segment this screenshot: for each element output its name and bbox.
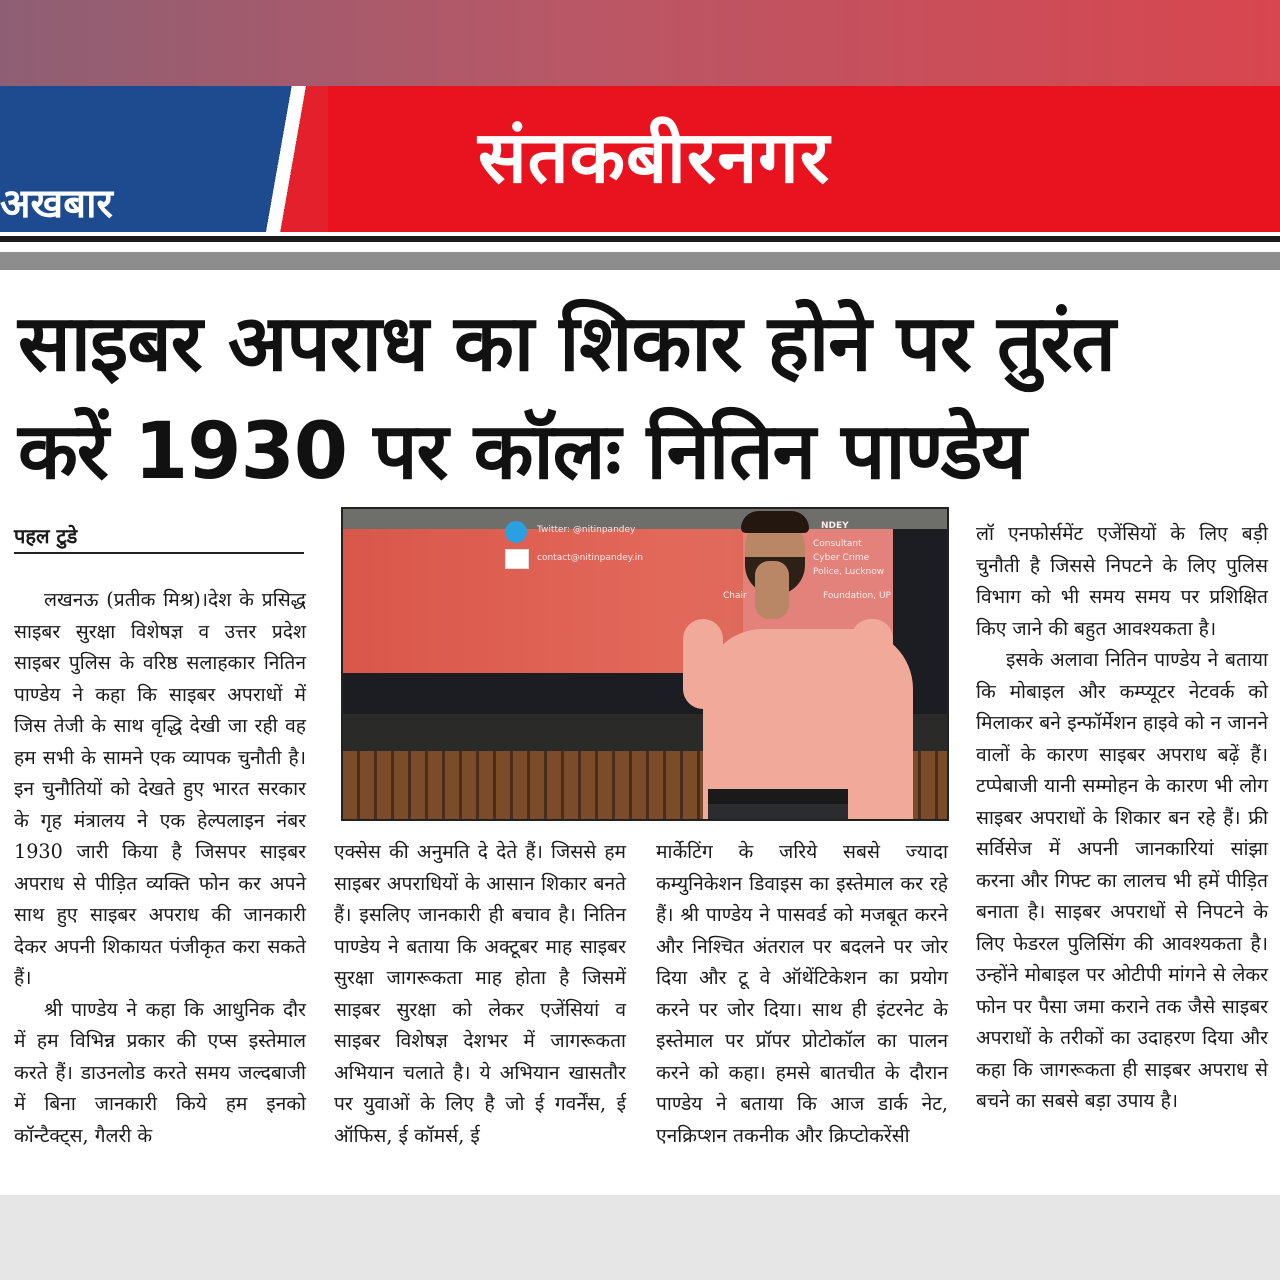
article-column-3 xyxy=(656,836,948,1151)
col3-paragraph: मार्केटिंग के जरिये सबसे ज्यादा कम्युनिकेशन डिवाइस का इस्तेमाल कर रहे हैं। श्री पाण्डेय ने पासवर्ड को मजबूत करने और निश्चित अंतराल पर बदलने पर जोर दिया और टू वे ऑथेंटिकेशन का प्रयोग करने पर जोर दिया। साथ ही इंटरनेट के इस्तेमाल पर प्रॉपर प्रोटोकॉल का पालन करने को कहा। हमसे बातचीत के दौरान पाण्डेय ने बताया कि आज डार्क नेट, एनक्रिप्शन तकनीक और क्रिप्टोकरेंसी xyxy=(656,840,948,1147)
ceiling xyxy=(343,509,947,529)
col4-paragraph-1: लॉ एनफोर्समेंट एजेंसियों के लिए बड़ी चुनौती है जिससे निपटने के लिए पुलिस विभाग को भी समय समय पर प्रशिक्षित किए जाने की बहुत आवश्यकता है। xyxy=(976,522,1268,640)
speaker-hair xyxy=(741,511,809,533)
col4-paragraph-2: इसके अलावा नितिन पाण्डेय ने बताया कि मोबाइल और कम्प्यूटर नेटवर्क को मिलाकर बने इन्फॉर्मेशन हाइवे को न जानने वालों के कारण साइबर अपराध बढ़ें हैं। टप्पेबाजी यानी सम्मोहन के कारण भी लोग साइबर अपराधों के शिकार बन रहे हैं। फ्री सर्विसेज में अपनी जानकारियां सांझा करना और गिफ्ट का लालच भी हमें पीड़ित बनाता है। साइबर अपराधों से निपटने के लिए फेडरल पुलिसिंग की आवश्यकता है। उन्होंने मोबाइल पर ओटीपी मांगने से लेकर फोन पर पैसा जमा कराने तक जैसे साइबर अपराधों के तरीकों का उदाहरण दिया और कहा कि जागरूकता ही साइबर अपराध से बचने का सबसे बड़ा उपाय है। xyxy=(976,648,1268,1112)
header-rule-gray xyxy=(0,252,1280,270)
masthead-title-block xyxy=(328,86,1280,232)
article-photo xyxy=(341,507,949,821)
top-color-band xyxy=(0,0,1280,86)
twitter-icon xyxy=(505,521,527,543)
byline: पहल टुडे xyxy=(14,522,304,554)
headline xyxy=(18,290,1268,506)
headline-line-2: करें 1930 पर कॉलः नितिन पाण्डेय xyxy=(18,407,1026,497)
screen-text-twitter: Twitter: @nitinpandey xyxy=(537,525,636,535)
masthead-left-label: अखबार xyxy=(0,181,113,227)
speaker-pants xyxy=(708,804,848,821)
screen-text-chair: Chair xyxy=(723,591,747,601)
screen-text-role-2: Cyber Crime xyxy=(813,553,870,563)
screen-text-role-3: Police, Lucknow xyxy=(813,567,885,577)
col2-paragraph: एक्सेस की अनुमति दे देते हैं। जिससे हम साइबर अपराधियों के आसान शिकार बनते हैं। इसलिए जानकारी ही बचाव है। नितिन पाण्डेय ने बताया कि अक्टूबर माह साइबर सुरक्षा जागरूकता माह होता है जिसमें साइबर सुरक्षा को लेकर एजेंसियां व साइबर विशेषज्ञ देशभर में जागरूकता अभियान चलाते है। ये अभियान खासतौर पर युवाओं के लिए है जो ई गवर्नेंस, ई ऑफिस, ई कॉमर्स, ई xyxy=(334,840,626,1147)
col1-paragraph-2: श्री पाण्डेय ने कहा कि आधुनिक दौर में हम विभिन्न प्रकार की एप्स इस्तेमाल करते हैं। डाउनलोड करते समय जल्दबाजी में बिना जानकारी किये हम इनको कॉन्टैक्ट्स, गैलरी के xyxy=(14,997,306,1147)
header-rule-dark xyxy=(0,236,1280,242)
screen-text-name: NDEY xyxy=(821,521,849,531)
masthead-title: संतकबीरनगर xyxy=(478,114,831,199)
col1-paragraph-1: लखनऊ (प्रतीक मिश्र)।देश के प्रसिद्ध साइबर सुरक्षा विशेषज्ञ व उत्तर प्रदेश साइबर पुलिस के वरिष्ठ सलाहकार नितिन पाण्डेय ने कहा कि साइबर अपराधों में जिस तेजी के साथ वृद्धि देखी जा रही वह हम सभी के सामने एक व्यापक चुनौती है। इन चुनौतियों को देखते हुए भारत सरकार के गृह मंत्रालय ने एक हेल्पलाइन नंबर 1930 जारी किया है जिसपर साइबर अपराध से पीड़ित व्यक्ति फोन कर अपने साथ हुए साइबर अपराध की जानकारी देकर अपनी शिकायत पंजीकृत करा सकते हैं। xyxy=(14,588,306,989)
bottom-margin xyxy=(0,1195,1280,1280)
screen-text-foundation: Foundation, UP xyxy=(823,591,891,601)
article-column-1 xyxy=(14,584,306,1151)
speaker-belt xyxy=(708,789,848,805)
speaker-folded-hands xyxy=(755,561,789,619)
article-column-2 xyxy=(334,836,626,1151)
article-column-4 xyxy=(976,518,1268,1117)
headline-line-1: साइबर अपराध का शिकार होने पर तुरंत xyxy=(18,299,1115,389)
masthead xyxy=(0,86,1280,234)
screen-text-role: Consultant xyxy=(813,539,862,549)
screen-text-email: contact@nitinpandey.in xyxy=(537,553,643,563)
email-icon xyxy=(505,549,529,569)
masthead-left-block xyxy=(0,86,330,232)
